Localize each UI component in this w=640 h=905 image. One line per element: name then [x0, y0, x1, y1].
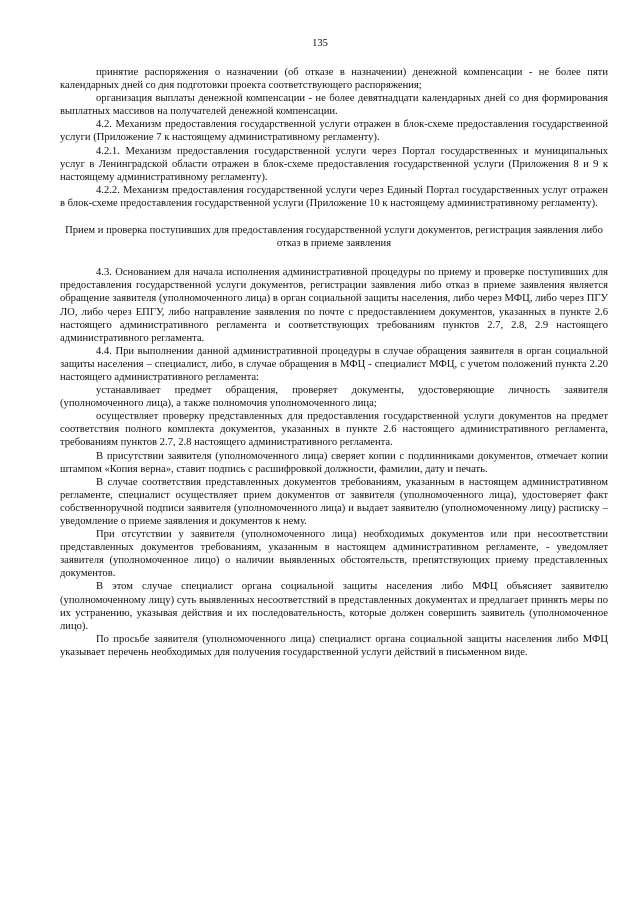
section-heading: Прием и проверка поступивших для предоставления государственной услуги документов, регистрация заявления либо отказ в приеме заявления — [65, 225, 603, 250]
paragraph: 4.2.2. Механизм предоставления государственной услуги через Единый Портал государственных услуг отражен в блок-схеме предоставления государственной услуги (Приложение 10 к настоящему административному регламенту). — [60, 184, 608, 209]
paragraph: По просьбе заявителя (уполномоченного лица) специалист органа социальной защиты населения либо МФЦ указывает перечень необходимых для получения государственной услуги действий в письменном виде. — [60, 633, 608, 658]
paragraph: В присутствии заявителя (уполномоченного лица) сверяет копии с подлинниками документов, отмечает копии штампом «Копия верна», ставит подпись с расшифровкой должности, фамилии, дату и печать. — [60, 450, 608, 475]
paragraph: 4.2. Механизм предоставления государственной услуги отражен в блок-схеме предоставления государственной услуги (Приложение 7 к настоящему административному регламенту). — [60, 119, 608, 144]
paragraph: осуществляет проверку представленных для предоставления государственной услуги документов на предмет соответствия полного комплекта документов, указанных в пункте 2.6 настоящего административного регламента, требованиям пунктов 2.7, 2.8 настоящего административного регламента. — [60, 411, 608, 449]
paragraph: организация выплаты денежной компенсации - не более девятнадцати календарных дней со дня формирования выплатных массивов на получателей денежной компенсации. — [60, 93, 608, 118]
paragraph: В этом случае специалист органа социальной защиты населения либо МФЦ объясняет заявителю (уполномоченному лицу) суть выявленных несоответствий в представленных документах и предлагает принять меры по их устранению, указывая действия и их последовательность, которые должен совершить заявитель (уполномоченное лицо). — [60, 581, 608, 632]
document-body — [60, 66, 608, 659]
paragraph: При отсутствии у заявителя (уполномоченного лица) необходимых документов или при несоответствии представленных документов требованиям, указанным в настоящем административном регламенте, - уведомляет заявителя (уполномоченное лицо) о наличии выявленных обстоятельств, препятствующих приему представленных документов. — [60, 529, 608, 580]
paragraph: принятие распоряжения о назначении (об отказе в назначении) денежной компенсации - не более пяти календарных дней со дня подготовки проекта соответствующего распоряжения; — [60, 67, 608, 92]
paragraph: 4.2.1. Механизм предоставления государственной услуги через Портал государственных и муниципальных услуг в Ленинградской области отражен в блок-схеме предоставления государственной услуги (Приложения 8 и 9 к настоящему административному регламенту). — [60, 145, 608, 183]
paragraph: В случае соответствия представленных документов требованиям, указанным в настоящем административном регламенте, специалист осуществляет прием документов от заявителя (уполномоченного лица), удостоверяет факт собственноручной подписи заявителя (уполномоченного лица) и выдает заявителю (уполномоченному лицу) расписку – уведомление о приеме заявления и документов к нему. — [60, 476, 608, 527]
paragraph: 4.4. При выполнении данной административной процедуры в случае обращения заявителя в орган социальной защиты населения – специалист, либо, в случае обращения в МФЦ - специалист МФЦ, с учетом положений пункта 2.20 настоящего административного регламента: — [60, 345, 608, 383]
paragraph: устанавливает предмет обращения, проверяет документы, удостоверяющие личность заявителя (уполномоченного лица), а также полномочия уполномоченного лица; — [60, 385, 608, 410]
page-number: 135 — [312, 38, 328, 49]
paragraph: 4.3. Основанием для начала исполнения административной процедуры по приему и проверке поступивших для предоставления государственной услуги документов, регистрации заявления либо отказ в приеме заявления является обращение заявителя (уполномоченного лица) в орган социальной защиты населения, либо через МФЦ, либо через ПГУ ЛО, либо через ЕПГУ, либо направление заявления по почте с предоставлением документов, указанных в пункте 2.6 настоящего административного регламента и соответствующих требованиям пунктов 2.7, 2.8, 2.9 настоящего административного регламента. — [60, 267, 608, 344]
